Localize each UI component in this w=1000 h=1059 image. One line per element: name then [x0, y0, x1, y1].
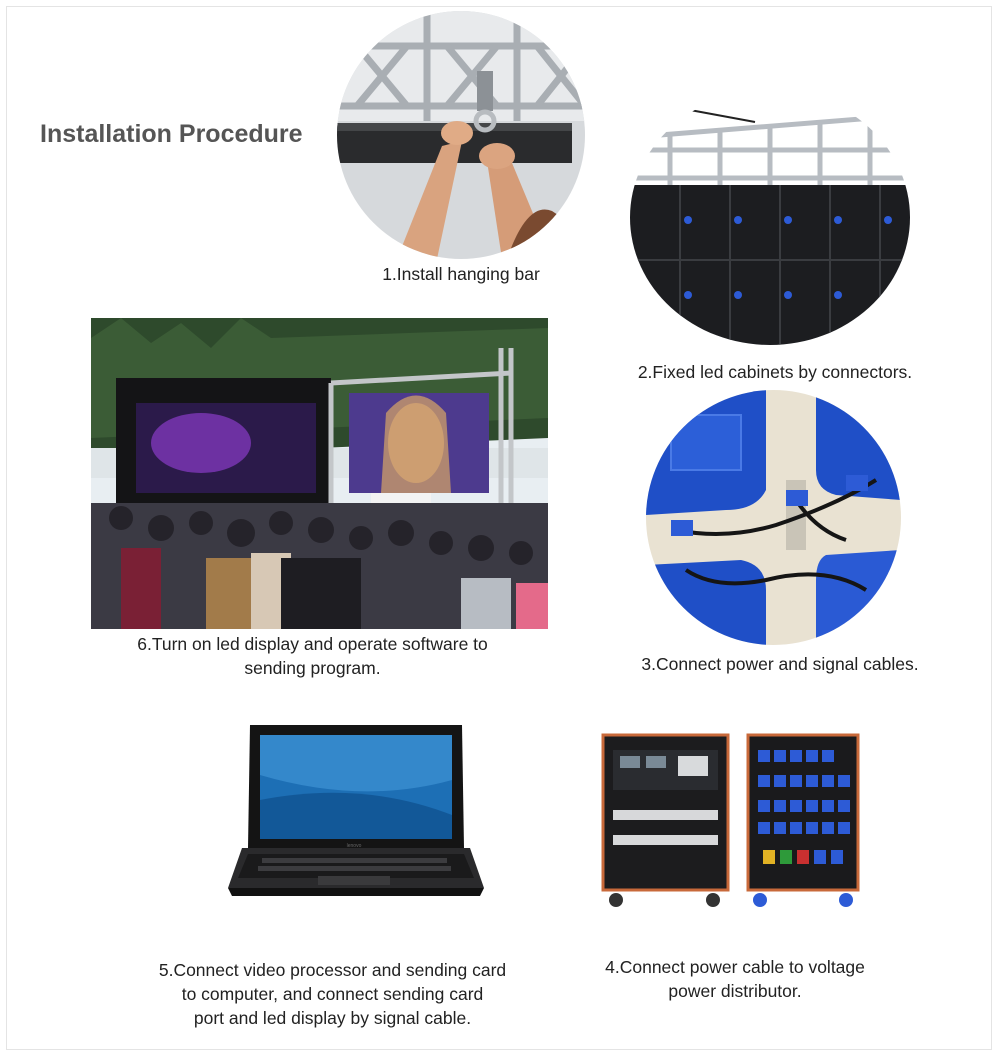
- step-5-line-3: port and led display by signal cable.: [193, 1008, 472, 1028]
- step-2-caption: [600, 360, 950, 384]
- page-title: Installation Procedure: [40, 120, 303, 148]
- step-5-line-2: to computer, and connect sending card: [181, 984, 484, 1004]
- hanging-bar-photo: [337, 11, 585, 259]
- step-6-caption: [100, 632, 525, 680]
- led-cabinets-photo: [630, 90, 910, 345]
- laptop-brand-label: lenovo: [346, 843, 362, 849]
- step-3-line-1: 3.Connect power and signal cables.: [641, 654, 919, 674]
- step-2-line-1: 2.Fixed led cabinets by connectors.: [637, 362, 913, 382]
- step-6-line-1: 6.Turn on led display and operate software to: [137, 634, 488, 654]
- step-5-caption: [110, 958, 555, 1030]
- step-4-line-1: 4.Connect power cable to voltage: [605, 957, 865, 977]
- step-6-line-2: sending program.: [244, 658, 381, 678]
- step-4-line-2: power distributor.: [668, 981, 802, 1001]
- step-3-caption: [605, 652, 955, 676]
- step-4-caption: [575, 955, 895, 1003]
- step-5-line-1: 5.Connect video processor and sending card: [158, 960, 507, 980]
- step-1-caption: [352, 262, 570, 286]
- concert-stage-photo: [91, 318, 548, 629]
- power-distributor-photo: [598, 730, 868, 910]
- power-signal-cables-photo: [646, 390, 901, 645]
- laptop-photo: [222, 720, 487, 920]
- step-1-line-1: 1.Install hanging bar: [382, 264, 540, 284]
